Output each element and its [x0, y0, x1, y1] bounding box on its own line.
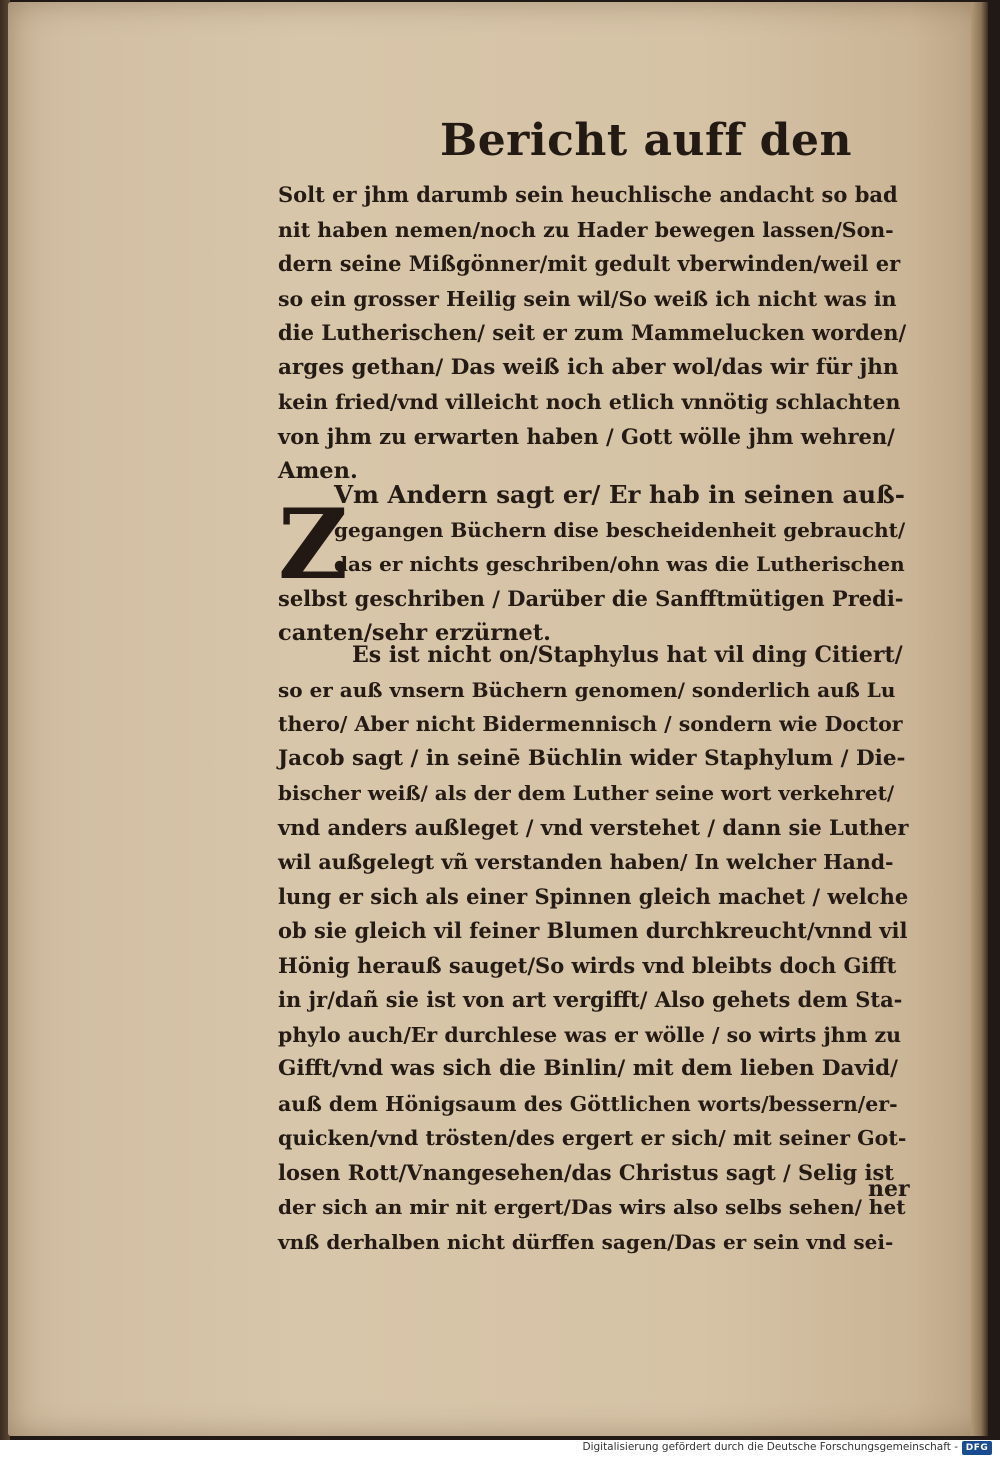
text-line: Hönig herauß sauget/So wirds vnd bleibts doch Gifft [278, 952, 897, 978]
text-line: dern seine Mißgönner/mit gedult vberwinden/weil er [278, 251, 901, 276]
text-line: auß dem Hönigsaum des Göttlichen worts/bessern/er- [278, 1091, 898, 1116]
text-line: vnß derhalben nicht dürffen sagen/Das er sein vnd sei- [278, 1229, 894, 1254]
page-edge [971, 2, 988, 1436]
text-line: Es ist nicht on/Staphylus hat vil ding Citiert/ [352, 642, 903, 668]
text-line: das er nichts geschriben/ohn was die Lutherischen [334, 552, 905, 576]
text-line: canten/sehr erzürnet. [278, 620, 552, 646]
text-line: phylo auch/Er durchlese was er wölle / so wirts jhm zu [278, 1022, 902, 1047]
catchword: ner [868, 1176, 910, 1202]
text-line: von jhm zu erwarten haben / Gott wölle jhm wehren/ [278, 423, 895, 449]
text-line: lung er sich als einer Spinnen gleich machet / welche [278, 883, 909, 909]
text-line: losen Rott/Vnangesehen/das Christus sagt / Selig ist [278, 1159, 894, 1185]
text-line: Vm Andern sagt er/ Er hab in seinen auß- [334, 480, 905, 509]
paragraph-3 [278, 638, 908, 1259]
dfg-logo-icon[interactable]: DFG [962, 1441, 992, 1455]
text-line: Gifft/vnd was sich die Binlin/ mit dem lieben David/ [278, 1056, 898, 1081]
text-line: arges gethan/ Das weiß ich aber wol/das wir für jhn [278, 354, 899, 380]
running-head: Bericht auff den [440, 115, 852, 166]
text-line: Jacob sagt / in seinē Büchlin wider Staphylum / Die- [278, 745, 906, 771]
text-line: quicken/vnd trösten/des ergert er sich/ mit seiner Got- [278, 1126, 907, 1150]
text-line: die Lutherischen/ seit er zum Mammelucken worden/ [278, 320, 907, 345]
paragraph-2 [278, 478, 908, 651]
text-line: so er auß vnsern Büchern genomen/ sonderlich auß Lu [278, 677, 896, 702]
text-line: so ein grosser Heilig sein wil/So weiß ich nicht was in [278, 286, 897, 311]
text-line: vnd anders außleget / vnd verstehet / dann sie Luther [278, 814, 909, 840]
text-line: nit haben nemen/noch zu Hader bewegen lassen/Son- [278, 217, 894, 242]
text-line: Solt er jhm darumb sein heuchlische andacht so bad [278, 182, 898, 207]
text-line: selbst geschriben / Darüber die Sanfftmütigen Predi- [278, 585, 904, 611]
text-line: gegangen Büchern dise bescheidenheit gebraucht/ [334, 517, 906, 542]
footer-credit: Digitalisierung gefördert durch die Deutsche Forschungsgemeinschaft - [582, 1441, 958, 1453]
text-line: Amen. [278, 458, 358, 484]
text-line: der sich an mir nit ergert/Das wirs also selbs sehen/ het [278, 1195, 906, 1219]
text-line: ob sie gleich vil feiner Blumen durchkreucht/vnnd vil [278, 918, 908, 943]
text-line: kein fried/vnd villeicht noch etlich vnnötig schlachten [278, 390, 901, 414]
text-line: in jr/dañ sie ist von art vergifft/ Also gehets dem Sta- [278, 987, 903, 1012]
text-line: bischer weiß/ als der dem Luther seine wort verkehret/ [278, 781, 895, 805]
drop-capital: Z [278, 488, 349, 601]
paragraph-1 [278, 178, 908, 489]
text-line: thero/ Aber nicht Bidermennisch / sondern wie Doctor [278, 712, 903, 736]
text-line: wil außgelegt vñ verstanden haben/ In welcher Hand- [278, 850, 894, 874]
